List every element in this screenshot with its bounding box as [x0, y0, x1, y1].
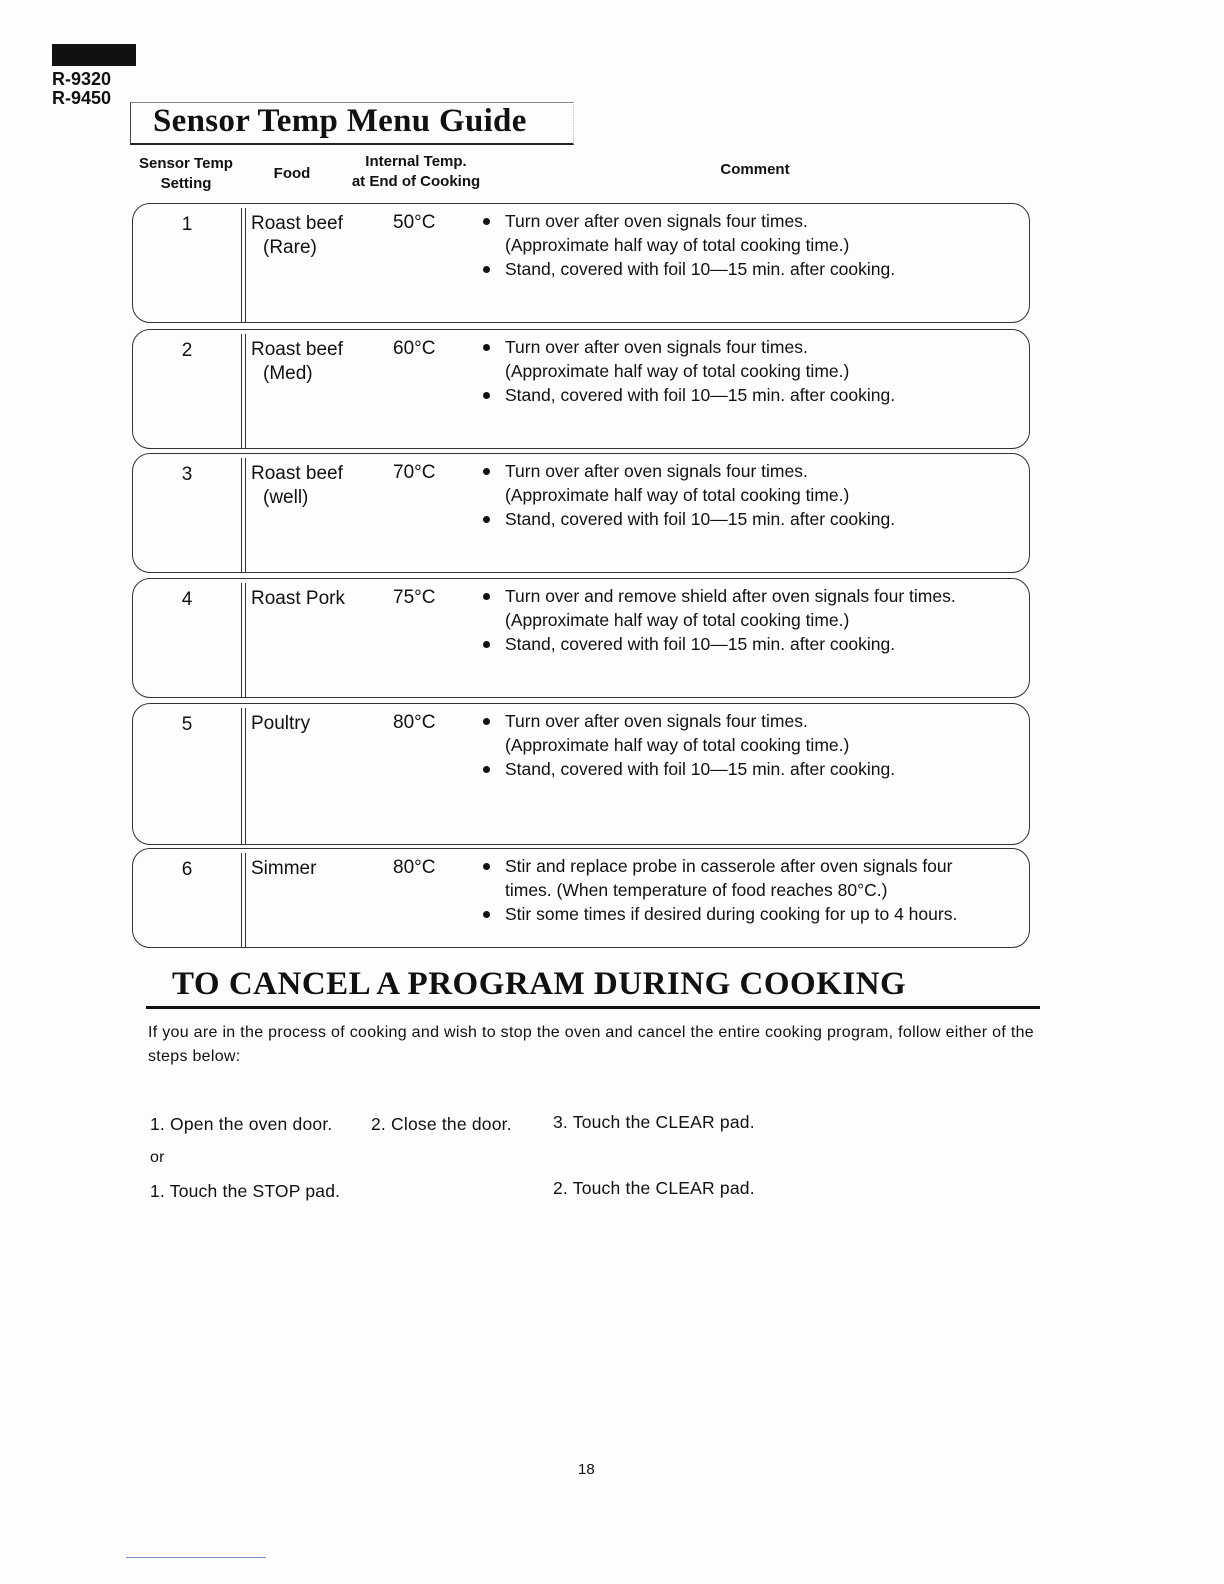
comment-bullet: Stir and replace probe in casserole after oven signals four [479, 854, 1027, 878]
food-name-line: Roast beef [251, 213, 343, 234]
column-divider [241, 583, 246, 697]
food-name-line: Roast beef [251, 339, 343, 360]
table-row [132, 453, 1030, 573]
cancel-intro-text: If you are in the process of cooking and wish to stop the oven and cancel the entire cooking program, follow either of the steps below: [148, 1024, 1034, 1065]
sensor-setting-number: 6 [181, 859, 193, 880]
column-header-line: at End of Cooking [351, 173, 481, 190]
cancel-section-title: TO CANCEL A PROGRAM DURING COOKING [172, 966, 907, 1002]
column-header-comment: Comment [720, 161, 790, 178]
comment-continuation: (Approximate half way of total cooking time.) [505, 361, 850, 381]
model-numbers [52, 70, 111, 108]
comment-continuation: (Approximate half way of total cooking time.) [505, 610, 850, 630]
comment-bullet: Stand, covered with foil 10—15 min. after cooking. [479, 383, 1027, 407]
column-header-temp [336, 152, 496, 192]
food-doneness: (Rare) [263, 237, 317, 258]
column-header-line: Setting [160, 175, 212, 192]
section-title-box [130, 102, 574, 145]
column-divider [241, 334, 246, 448]
internal-temp: 80°C [393, 857, 436, 878]
column-divider [241, 208, 246, 322]
food-name-line: Simmer [251, 858, 317, 879]
internal-temp: 75°C [393, 587, 436, 608]
food-name-line: Roast beef [251, 463, 343, 484]
food-doneness: (Med) [263, 363, 313, 384]
internal-temp: 80°C [393, 712, 436, 733]
column-header-line: Internal Temp. [365, 153, 467, 170]
comment-list [479, 709, 1027, 781]
food-doneness: (well) [263, 487, 309, 508]
comment-continuation: (Approximate half way of total cooking time.) [505, 735, 850, 755]
comment-bullet: Stir some times if desired during cooking for up to 4 hours. [479, 902, 1027, 926]
table-row [132, 329, 1030, 449]
column-header-setting [132, 154, 240, 194]
comment-bullet: Turn over after oven signals four times. [479, 709, 1027, 733]
comment-bullet: Turn over after oven signals four times. [479, 335, 1027, 359]
food-name-line: Poultry [251, 713, 311, 734]
food-name [251, 712, 310, 736]
table-row [132, 703, 1030, 845]
page-number: 18 [578, 1461, 595, 1478]
comment-continuation: (Approximate half way of total cooking time.) [505, 485, 850, 505]
column-header-food: Food [273, 165, 311, 182]
option2-step-2: 2. Touch the CLEAR pad. [553, 1178, 755, 1198]
comment-bullet: Stand, covered with foil 10—15 min. after cooking. [479, 632, 1027, 656]
sensor-setting-number: 5 [181, 714, 193, 735]
sensor-setting-number: 1 [181, 214, 193, 235]
or-separator: or [150, 1149, 165, 1166]
internal-temp: 60°C [393, 338, 436, 359]
food-name [251, 462, 343, 510]
column-divider [241, 458, 246, 572]
table-row [132, 578, 1030, 698]
comment-list [479, 209, 1027, 281]
comment-bullet: Stand, covered with foil 10—15 min. after cooking. [479, 757, 1027, 781]
sensor-setting-number: 4 [181, 589, 193, 610]
food-name [251, 338, 343, 386]
sensor-setting-number: 2 [181, 340, 193, 361]
column-divider [241, 708, 246, 844]
comment-list [479, 584, 1027, 656]
comment-continuation: (Approximate half way of total cooking time.) [505, 235, 850, 255]
food-name [251, 212, 343, 260]
comment-continuation: times. (When temperature of food reaches 80°C.) [505, 880, 888, 900]
model-number: R-9450 [52, 88, 112, 108]
column-divider [241, 853, 246, 947]
option1-step-3: 3. Touch the CLEAR pad. [553, 1112, 755, 1132]
option2-step-1: 1. Touch the STOP pad. [150, 1181, 341, 1201]
comment-list [479, 854, 1027, 926]
option1-step-1: 1. Open the oven door. [150, 1114, 333, 1134]
comment-list [479, 459, 1027, 531]
comment-bullet: Stand, covered with foil 10—15 min. after cooking. [479, 257, 1027, 281]
page-title: Sensor Temp Menu Guide [153, 103, 527, 139]
sensor-setting-number: 3 [181, 464, 193, 485]
comment-bullet: Turn over after oven signals four times. [479, 459, 1027, 483]
comment-list [479, 335, 1027, 407]
internal-temp: 70°C [393, 462, 436, 483]
table-row [132, 203, 1030, 323]
section-rule [146, 1006, 1040, 1009]
comment-bullet: Stand, covered with foil 10—15 min. after cooking. [479, 507, 1027, 531]
footer-line [126, 1557, 266, 1558]
comment-bullet: Turn over and remove shield after oven signals four times. [479, 584, 1027, 608]
option1-step-2: 2. Close the door. [371, 1114, 512, 1134]
food-name-line: Roast Pork [251, 588, 345, 609]
model-number: R-9320 [52, 69, 112, 89]
internal-temp: 50°C [393, 212, 436, 233]
comment-bullet: Turn over after oven signals four times. [479, 209, 1027, 233]
food-name [251, 857, 316, 881]
table-row [132, 848, 1030, 948]
page-corner-tab [52, 44, 136, 66]
food-name [251, 587, 345, 611]
column-header-line: Sensor Temp [139, 155, 233, 172]
